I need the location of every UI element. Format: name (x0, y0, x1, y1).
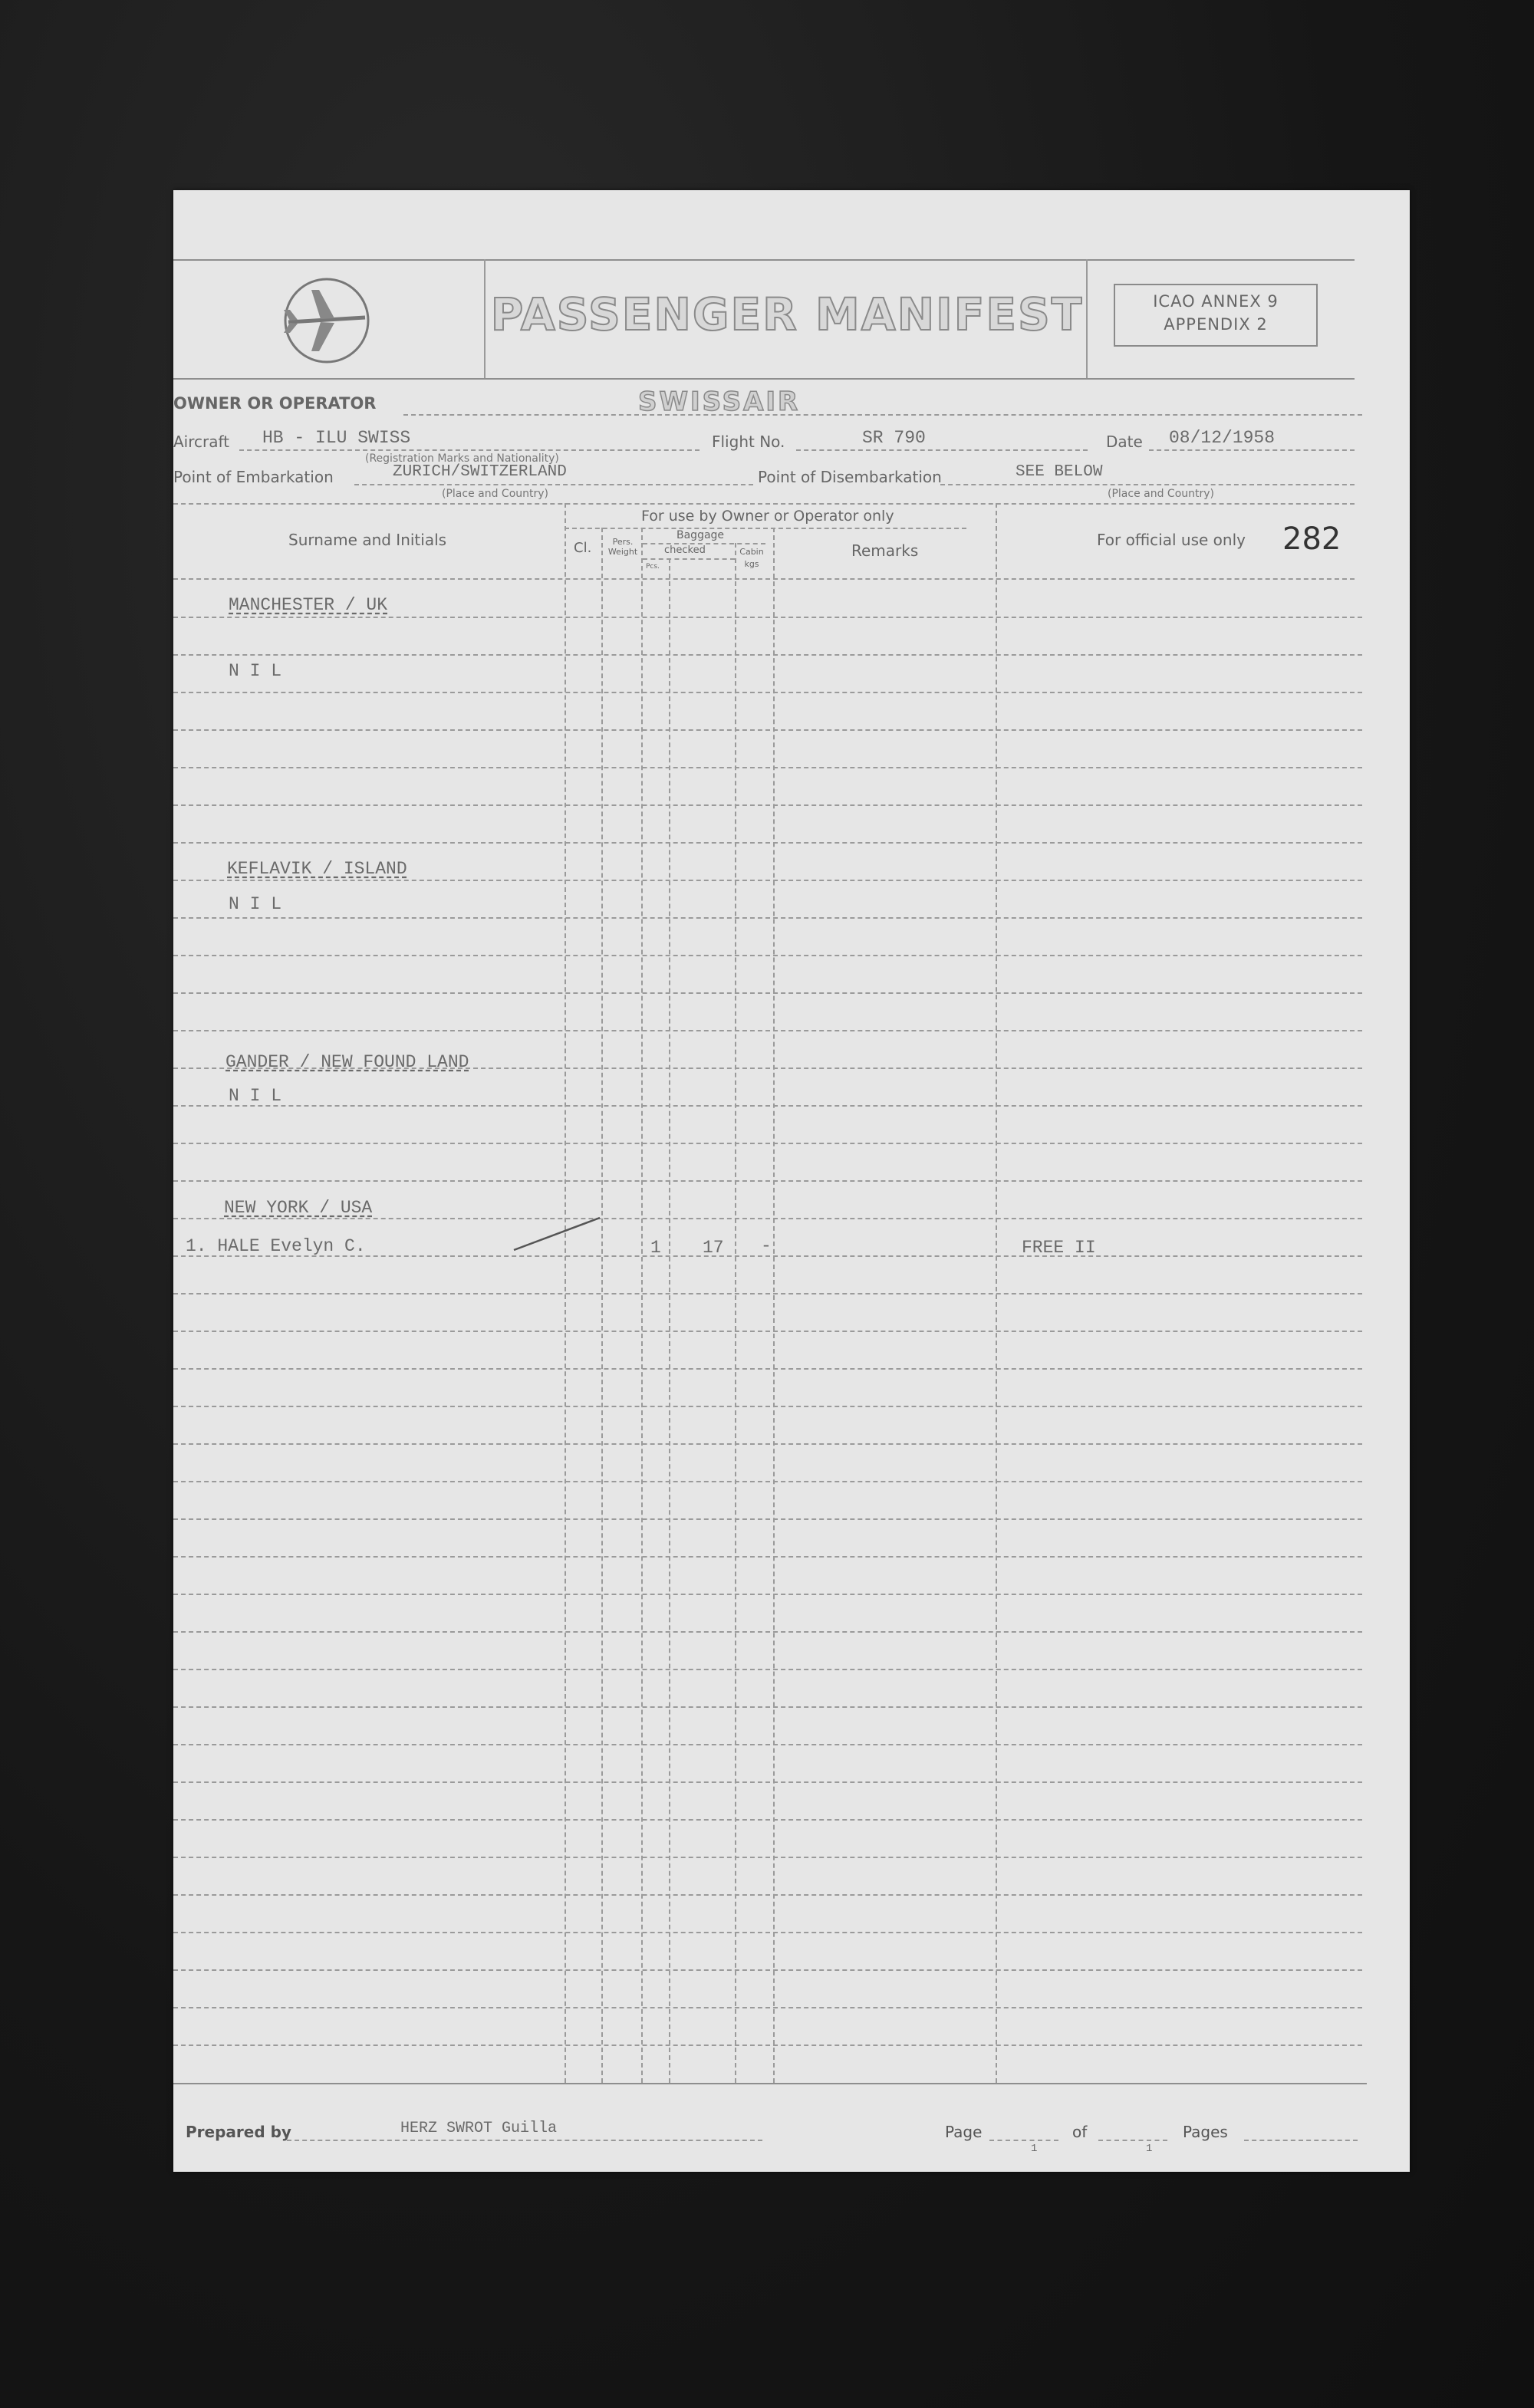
owner-value: SWISSAIR (638, 387, 801, 417)
stop-keflavik: KEFLAVIK / ISLAND (227, 859, 407, 879)
header-cabin-line2: kgs (744, 559, 759, 569)
row-rule (173, 2007, 1362, 2008)
row-rule (173, 1819, 1362, 1821)
row-rule (173, 842, 1362, 844)
flight-rule (796, 449, 1088, 451)
row-rule (173, 1932, 1362, 1933)
embarkation-rule (354, 484, 753, 485)
aircraft-rule (239, 449, 700, 451)
passenger-1-kgs: 17 (703, 1238, 724, 1258)
column-rule-weight (601, 528, 603, 2083)
row-rule (173, 767, 1362, 768)
header-official-use: For official use only (1097, 531, 1246, 549)
icao-reference-box (1114, 284, 1318, 347)
manifest-page (173, 190, 1410, 2172)
aircraft-value: HB - ILU SWISS (262, 428, 411, 448)
header-owner-use-rule (565, 528, 966, 529)
row-rule (173, 1481, 1362, 1482)
column-rule-pieces (641, 528, 643, 2083)
date-value: 08/12/1958 (1169, 428, 1276, 448)
table-bottom-rule (173, 2083, 1367, 2084)
check-stroke-mark (511, 1215, 603, 1253)
row-rule (173, 917, 1362, 919)
disembarkation-label: Point of Disembarkation (758, 468, 942, 486)
date-label: Date (1106, 433, 1143, 451)
row-rule (173, 1030, 1362, 1031)
aircraft-sublabel: (Registration Marks and Nationality) (365, 452, 559, 465)
row-rule (173, 804, 1362, 806)
row-rule (173, 1180, 1362, 1182)
disembarkation-rule (940, 484, 1355, 485)
row-rule (173, 617, 1362, 618)
row-rule (173, 1443, 1362, 1445)
passenger-1-name: 1. HALE Evelyn C. (186, 1236, 366, 1256)
row-rule (173, 1594, 1362, 1595)
row-rule (173, 955, 1362, 956)
header-surname: Surname and Initials (288, 531, 447, 549)
header-pers-weight-line1: Pers. (612, 537, 634, 547)
row-rule (173, 1894, 1362, 1896)
page-rule (989, 2140, 1058, 2141)
stop-keflavik-nil: N I L (229, 894, 282, 914)
icao-line-1: ICAO ANNEX 9 (1153, 292, 1279, 311)
of-label: of (1072, 2123, 1088, 2141)
row-rule (173, 1781, 1362, 1783)
passenger-1-official-note: FREE II (1022, 1238, 1096, 1258)
header-owner-use: For use by Owner or Operator only (641, 508, 894, 525)
row-rule (173, 1406, 1362, 1407)
pages-rule (1244, 2140, 1358, 2141)
header-pieces: Pcs. (646, 563, 660, 571)
aircraft-label: Aircraft (173, 433, 230, 451)
page-value: 1 (1031, 2143, 1038, 2155)
disembarkation-value: SEE BELOW (1016, 463, 1103, 481)
row-rule (173, 1105, 1362, 1107)
airplane-logo-icon (281, 275, 373, 367)
row-rule (173, 1556, 1362, 1558)
passenger-1-cabin: - (761, 1236, 772, 1256)
stop-gander: GANDER / NEW FOUND LAND (225, 1052, 469, 1072)
header-cabin (738, 546, 765, 571)
stop-manchester: MANCHESTER / UK (229, 595, 388, 615)
flight-value: SR 790 (862, 428, 926, 448)
table-top-rule (173, 503, 1355, 505)
table-header-bottom-rule (173, 578, 1355, 580)
row-rule (173, 1331, 1362, 1332)
form-title: PASSENGER MANIFEST (490, 288, 1084, 340)
flight-label: Flight No. (712, 433, 785, 451)
row-rule (173, 692, 1362, 693)
row-rule (173, 1368, 1362, 1370)
of-rule (1098, 2140, 1167, 2141)
row-rule (173, 1744, 1362, 1745)
page-stamp-number: 282 (1282, 521, 1341, 557)
embarkation-sublabel: (Place and Country) (442, 488, 549, 500)
stop-new-york: NEW YORK / USA (224, 1198, 373, 1218)
row-rule (173, 1857, 1362, 1858)
header-class: Cl. (574, 540, 592, 556)
owner-label: OWNER OR OPERATOR (173, 394, 377, 413)
stop-manchester-nil: N I L (229, 661, 282, 681)
header-cabin-line1: Cabin (739, 547, 764, 557)
row-rule (173, 1518, 1362, 1520)
row-rule (173, 1143, 1362, 1144)
column-rule-remarks (773, 528, 775, 2083)
row-rule (173, 1631, 1362, 1633)
of-value: 1 (1146, 2143, 1153, 2155)
embarkation-value: ZURICH/SWITZERLAND (393, 463, 567, 481)
prepared-by-value: HERZ SWROT Guilla (400, 2120, 558, 2137)
embarkation-label: Point of Embarkation (173, 468, 334, 486)
column-rule-cabin (735, 543, 736, 2083)
icao-line-2: APPENDIX 2 (1164, 315, 1268, 334)
row-rule (173, 654, 1362, 656)
row-rule (173, 1669, 1362, 1670)
header-checked: checked (664, 544, 706, 556)
stop-gander-nil: N I L (229, 1086, 282, 1106)
prepared-by-rule (287, 2140, 762, 2141)
header-baggage: Baggage (676, 529, 725, 541)
disembarkation-sublabel: (Place and Country) (1108, 488, 1215, 500)
header-checked-rule (643, 558, 735, 560)
row-rule (173, 1969, 1362, 1971)
row-rule (173, 1218, 1362, 1219)
page-label: Page (945, 2123, 983, 2141)
header-pers-weight-line2: Weight (607, 547, 638, 557)
header-remarks: Remarks (851, 541, 919, 560)
prepared-by-label: Prepared by (186, 2123, 291, 2141)
passenger-1-pieces: 1 (650, 1238, 661, 1258)
row-rule (173, 992, 1362, 994)
column-rule-kgs (669, 558, 670, 2083)
row-rule (173, 1706, 1362, 1708)
header-pers-weight (606, 537, 640, 557)
row-rule (173, 729, 1362, 731)
owner-rule (403, 414, 1362, 416)
title-box (488, 259, 1088, 378)
row-rule (173, 880, 1362, 881)
date-rule (1149, 449, 1355, 451)
row-rule (173, 2044, 1362, 2046)
row-rule (173, 1293, 1362, 1294)
header-bottom-rule (173, 378, 1355, 380)
pages-label: Pages (1183, 2123, 1228, 2141)
